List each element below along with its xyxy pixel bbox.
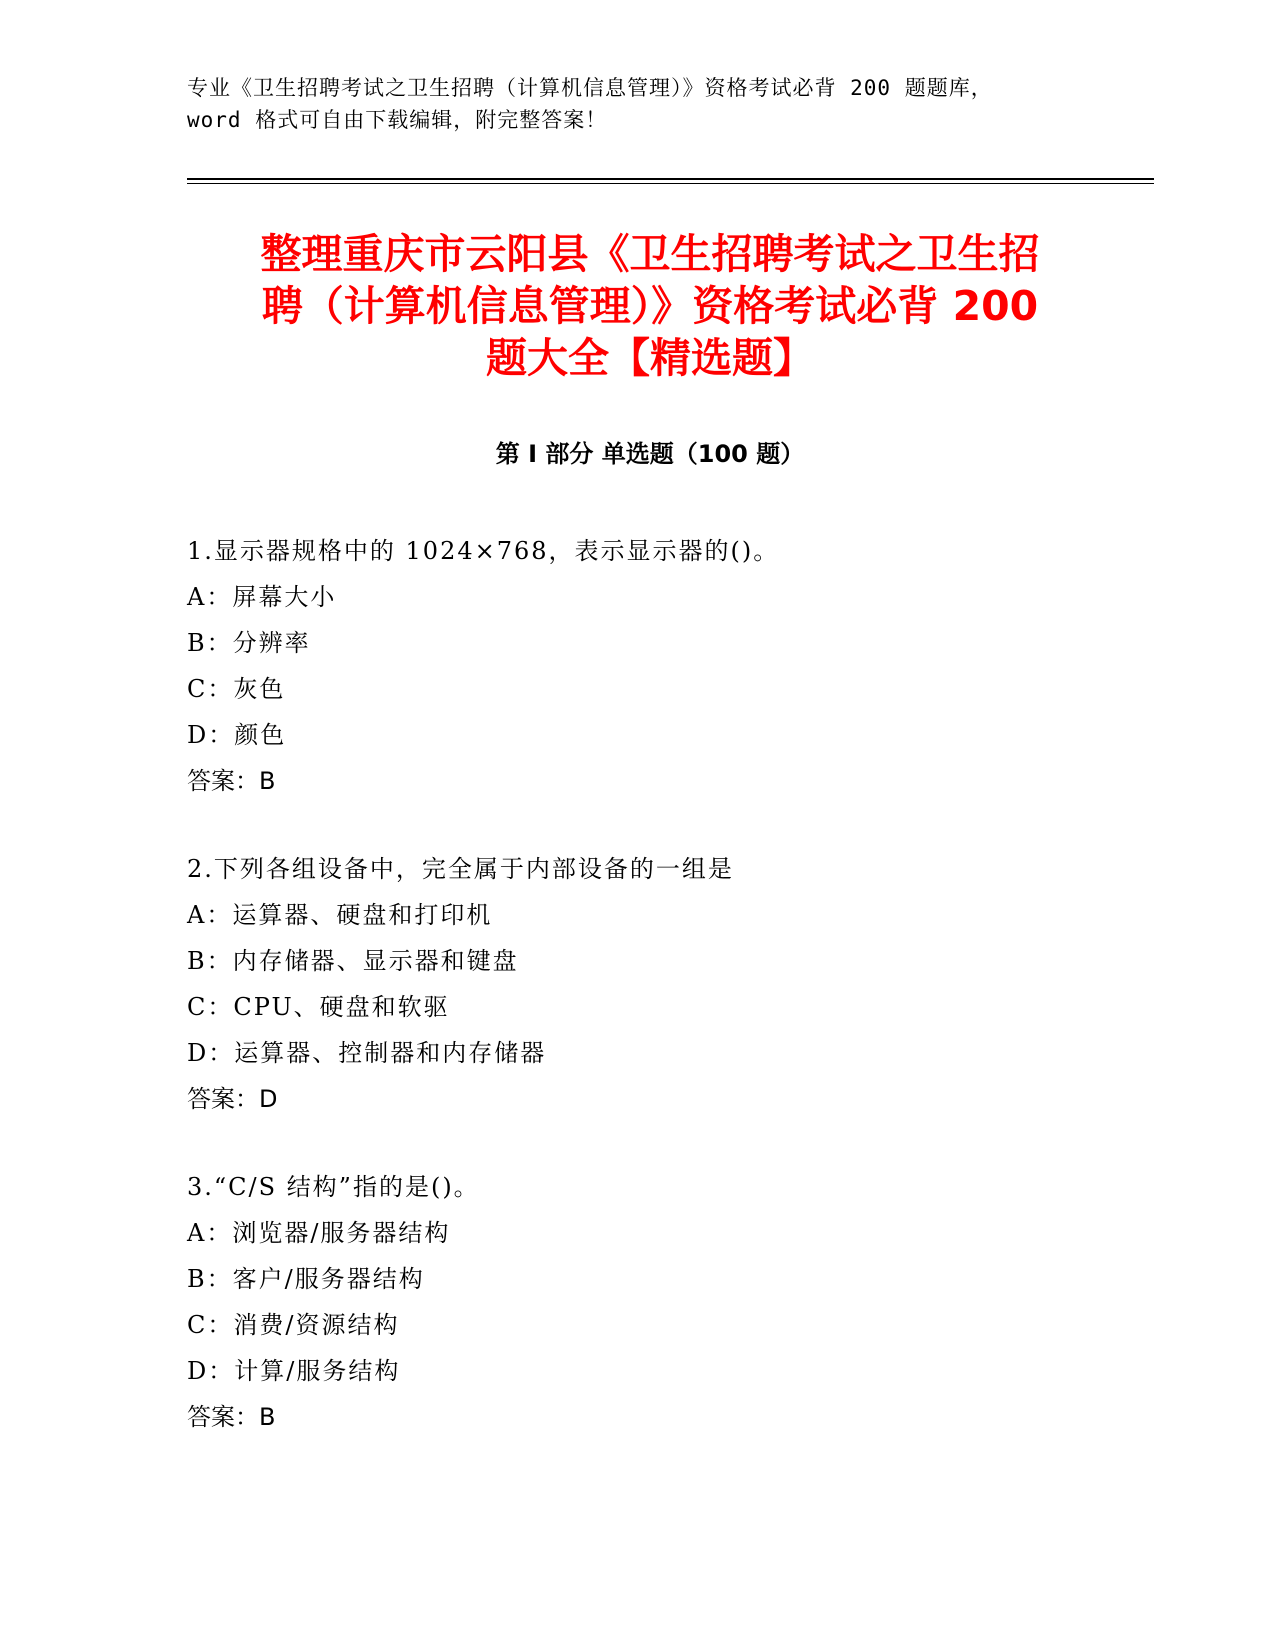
question-list: [187, 528, 1127, 1482]
header-note-line: word 格式可自由下载编辑，附完整答案！: [187, 108, 608, 132]
header-divider-thin: [187, 183, 1154, 184]
document-title: [150, 228, 1150, 384]
question-item: [187, 528, 1127, 804]
question-option: C：消费/资源结构: [187, 1311, 400, 1339]
question-stem: 3.“C/S 结构”指的是()。: [187, 1173, 480, 1201]
question-option: C：CPU、硬盘和软驱: [187, 993, 450, 1021]
question-item: [187, 1164, 1127, 1440]
document-title-line: 整理重庆市云阳县《卫生招聘考试之卫生招: [260, 230, 1040, 278]
question-option: B：分辨率: [187, 629, 311, 657]
question-option: D：计算/服务结构: [187, 1357, 401, 1385]
section-heading: 第 I 部分 单选题（100 题）: [495, 440, 805, 468]
question-option: A：浏览器/服务器结构: [187, 1219, 451, 1247]
question-option: A：屏幕大小: [187, 583, 337, 611]
question-option: B：客户/服务器结构: [187, 1265, 425, 1293]
question-answer: 答案：D: [187, 1085, 278, 1113]
header-divider: [187, 178, 1154, 180]
question-option: D：颜色: [187, 721, 287, 749]
question-stem: 1.显示器规格中的 1024×768，表示显示器的()。: [187, 537, 780, 565]
question-answer: 答案：B: [187, 1403, 276, 1431]
question-option: D：运算器、控制器和内存储器: [187, 1039, 547, 1067]
document-title-line: 聘（计算机信息管理）》资格考试必背 200: [261, 282, 1039, 330]
question-answer: 答案：B: [187, 767, 276, 795]
question-item: [187, 846, 1127, 1122]
header-note-line: 专业《卫生招聘考试之卫生招聘（计算机信息管理）》资格考试必背 200 题题库，: [187, 76, 993, 100]
question-stem: 2.下列各组设备中，完全属于内部设备的一组是: [187, 855, 734, 883]
question-option: A：运算器、硬盘和打印机: [187, 901, 493, 929]
question-option: C：灰色: [187, 675, 286, 703]
document-title-line: 题大全【精选题】: [486, 334, 814, 382]
question-option: B：内存储器、显示器和键盘: [187, 947, 519, 975]
header-note: [187, 72, 1117, 136]
